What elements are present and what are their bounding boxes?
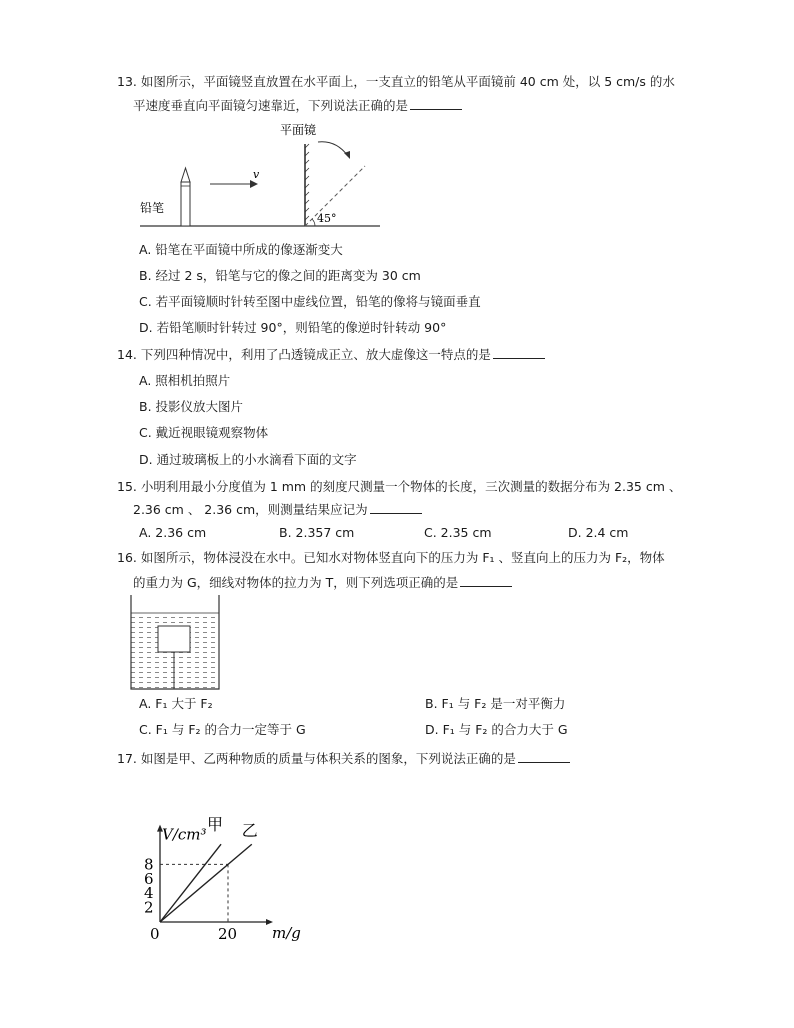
q13-mirror-figure <box>140 120 380 232</box>
q16-option-a[interactable]: A. F₁ 大于 F₂ <box>139 696 213 711</box>
pencil-shape <box>181 168 190 226</box>
q15-stem-text: 2.36 cm 、 2.36 cm，则测量结果应记为 <box>133 502 368 517</box>
x-tick-label-20: 20 <box>218 925 238 943</box>
q15-option-d[interactable]: D. 2.4 cm <box>568 525 629 540</box>
y-tick-label-6: 6 <box>144 869 154 888</box>
velocity-arrowhead <box>250 180 258 188</box>
tick-label-origin: 0 <box>150 925 160 943</box>
q13-option-a[interactable]: A. 铅笔在平面镜中所成的像逐渐变大 <box>139 242 343 257</box>
y-tick-label-4: 4 <box>144 884 154 903</box>
q15-stem-line2 <box>133 501 422 519</box>
answer-blank[interactable] <box>370 501 422 514</box>
series-label-2: 乙 <box>241 821 258 841</box>
q16-option-c[interactable]: C. F₁ 与 F₂ 的合力一定等于 G <box>139 722 306 737</box>
y-tick-label-8: 8 <box>144 855 154 874</box>
answer-blank[interactable] <box>460 574 512 587</box>
answer-blank[interactable] <box>518 750 570 763</box>
q16-option-b[interactable]: B. F₁ 与 F₂ 是一对平衡力 <box>425 696 566 711</box>
answer-blank[interactable] <box>410 97 462 110</box>
q16-container-figure <box>130 595 222 691</box>
q16-option-d[interactable]: D. F₁ 与 F₂ 的合力大于 G <box>425 722 568 737</box>
q14-option-c[interactable]: C. 戴近视眼镜观察物体 <box>139 425 269 440</box>
q14-stem-text: 14. 下列四种情况中，利用了凸透镜成正立、放大虚像这一特点的是 <box>117 347 491 362</box>
velocity-label: v <box>253 168 260 181</box>
q14-option-b[interactable]: B. 投影仪放大图片 <box>139 399 244 414</box>
q13-stem-text: 平速度垂直向平面镜匀速靠近，下列说法正确的是 <box>133 98 409 113</box>
q15-option-c[interactable]: C. 2.35 cm <box>424 525 492 540</box>
rotation-arrow <box>318 142 348 156</box>
q16-stem-line1: 16. 如图所示，物体浸没在水中。已知水对物体竖直向下的压力为 F₁ 、竖直向上的压力为 F₂，物体 <box>117 550 665 565</box>
q13-stem-line2 <box>133 97 462 115</box>
q13-option-c[interactable]: C. 若平面镜顺时针转至图中虚线位置，铅笔的像将与镜面垂直 <box>139 294 481 309</box>
q15-option-b[interactable]: B. 2.357 cm <box>279 525 355 540</box>
x-axis-label: m/g <box>272 924 301 942</box>
q13-stem-line1: 13. 如图所示，平面镜竖直放置在水平面上，一支直立的铅笔从平面镜前 40 cm 处，以 5 cm/s 的水 <box>117 74 675 89</box>
series-line-1 <box>160 844 221 922</box>
q17-stem-text: 17. 如图是甲、乙两种物质的质量与体积关系的图象，下列说法正确的是 <box>117 751 516 766</box>
q13-option-b[interactable]: B. 经过 2 s，铅笔与它的像之间的距离变为 30 cm <box>139 268 421 283</box>
series-line-2 <box>160 844 252 922</box>
pencil-label: 铅笔 <box>140 201 165 215</box>
submerged-block <box>158 626 190 652</box>
angle-label: 45° <box>317 212 337 225</box>
answer-blank[interactable] <box>493 346 545 359</box>
q14-stem <box>117 346 545 364</box>
q16-stem-line2 <box>133 574 512 592</box>
q14-option-d[interactable]: D. 通过玻璃板上的小水滴看下面的文字 <box>139 452 357 467</box>
mirror-label: 平面镜 <box>280 123 317 137</box>
y-tick-label-2: 2 <box>144 898 154 917</box>
q13-option-d[interactable]: D. 若铅笔顺时针转过 90°，则铅笔的像逆时针转动 90° <box>139 320 447 335</box>
q14-option-a[interactable]: A. 照相机拍照片 <box>139 373 231 388</box>
q17-stem <box>117 750 570 768</box>
q15-stem-line1: 15. 小明利用最小分度值为 1 mm 的刻度尺测量一个物体的长度，三次测量的数据分布为 2.35 cm 、 <box>117 479 682 494</box>
y-axis-label: V/cm³ <box>162 825 207 844</box>
q16-stem-text: 的重力为 G，细线对物体的拉力为 T，则下列选项正确的是 <box>133 575 459 590</box>
mirror-shape <box>305 144 309 226</box>
q17-mass-volume-chart <box>130 772 330 944</box>
angle-arc <box>312 219 315 226</box>
q15-option-a[interactable]: A. 2.36 cm <box>139 525 207 540</box>
series-label-1: 甲 <box>207 815 224 835</box>
